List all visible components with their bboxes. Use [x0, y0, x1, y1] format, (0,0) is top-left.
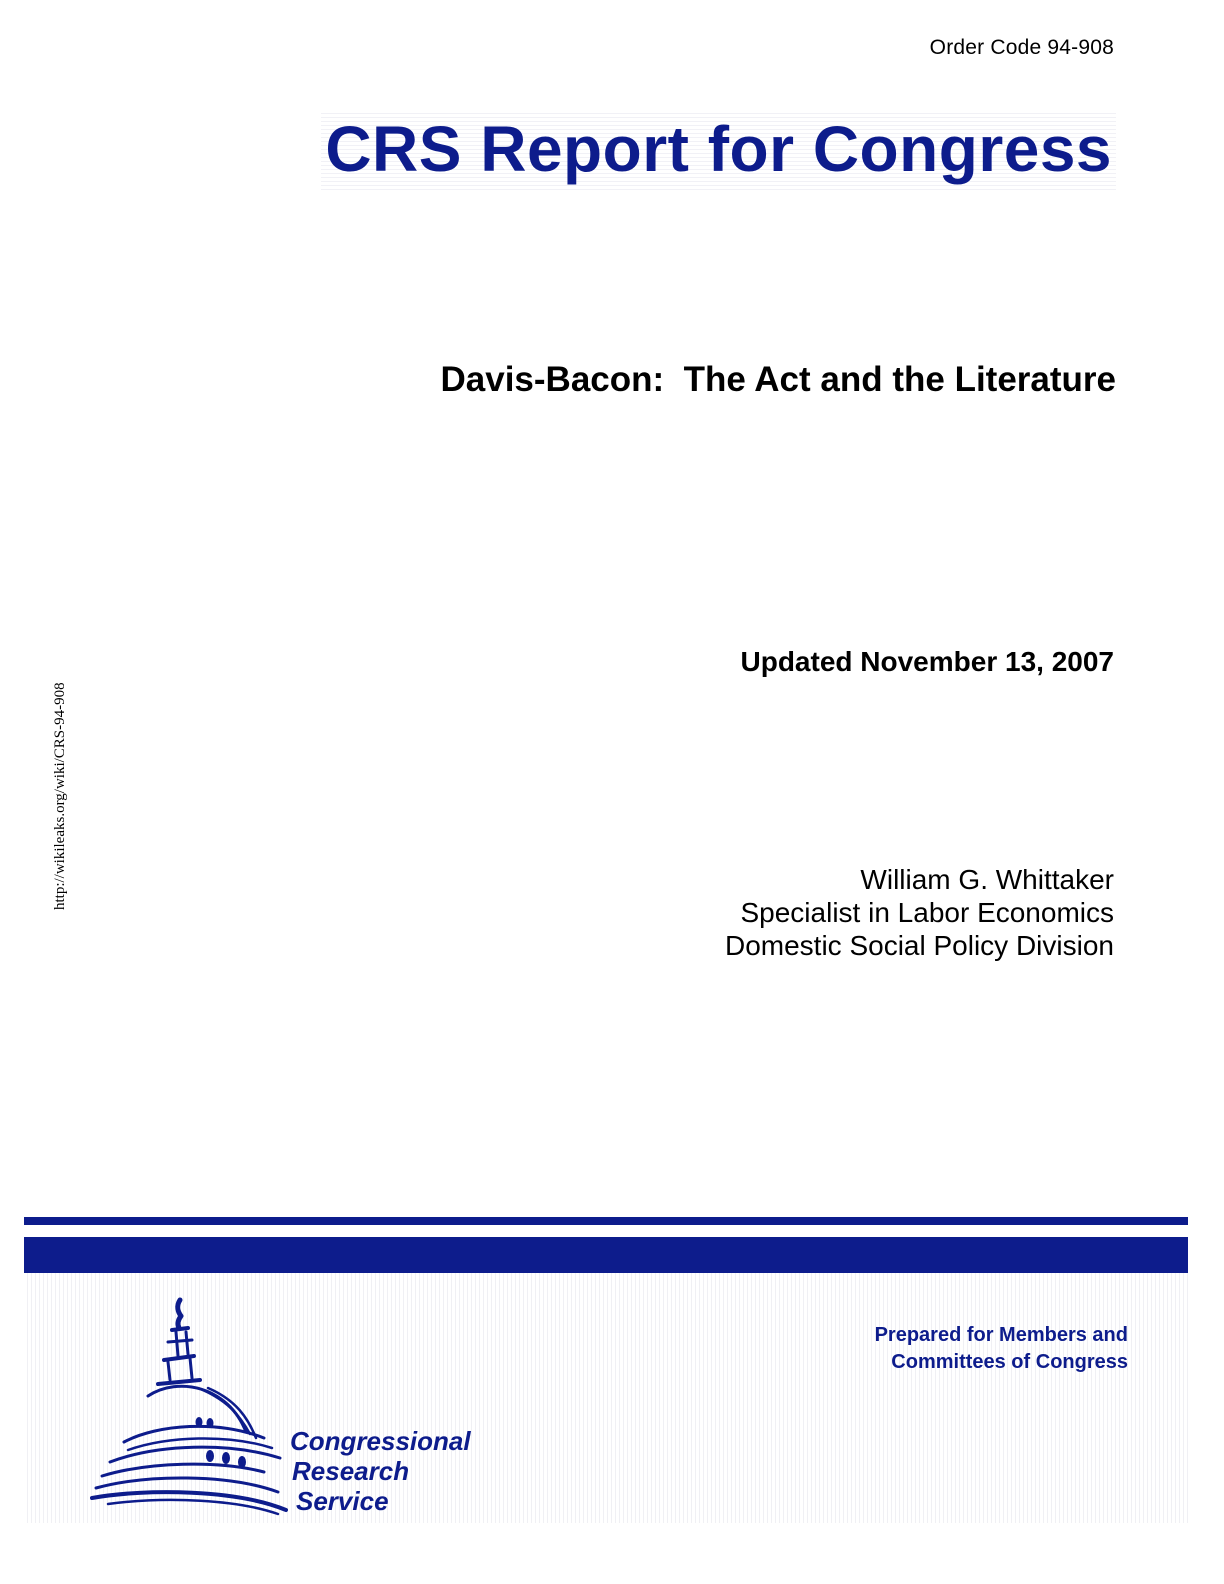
side-url[interactable]: http://wikileaks.org/wiki/CRS-94-908 [52, 682, 68, 910]
prepared-line-2: Committees of Congress [891, 1351, 1128, 1373]
capitol-dome-icon [88, 1292, 288, 1520]
logo-line-3: Service [296, 1486, 389, 1516]
footer-rule-thin [24, 1217, 1188, 1225]
author-block [725, 863, 1114, 962]
footer-rule-thick [24, 1237, 1188, 1273]
author-name: William G. Whittaker [860, 864, 1114, 895]
report-title: CRS Report for Congress [321, 110, 1116, 190]
author-division: Domestic Social Policy Division [724, 930, 1114, 961]
crs-logo [88, 1292, 508, 1520]
logo-line-1: Congressional [290, 1426, 471, 1456]
logo-line-2: Research [292, 1456, 410, 1486]
author-position: Specialist in Labor Economics [740, 897, 1114, 928]
document-title: Davis-Bacon: The Act and the Literature [440, 360, 1116, 399]
crs-logo-text [290, 1426, 471, 1516]
prepared-for-text [875, 1322, 1128, 1376]
updated-date: Updated November 13, 2007 [740, 646, 1114, 677]
order-code: Order Code 94-908 [929, 36, 1114, 59]
prepared-line-1: Prepared for Members and [874, 1324, 1128, 1346]
